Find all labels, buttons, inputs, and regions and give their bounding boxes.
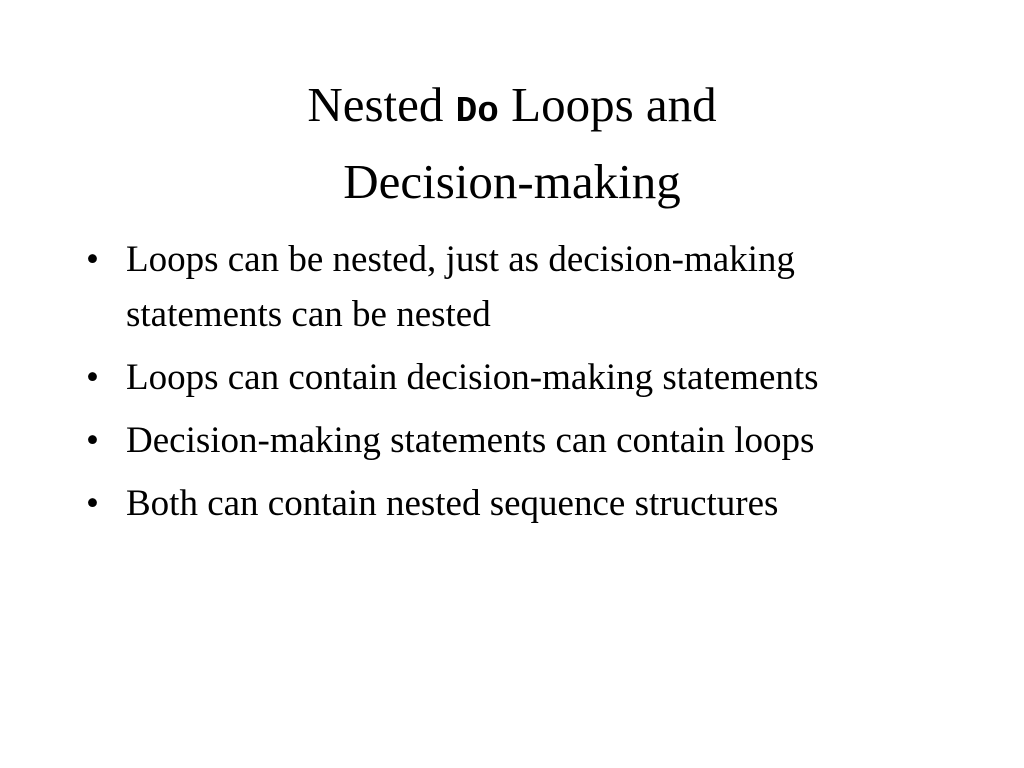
bullet-icon: • xyxy=(86,483,99,524)
title-text-line2: Decision-making xyxy=(343,154,681,209)
bullet-item xyxy=(86,232,946,342)
bullet-text: Both can contain nested sequence structures xyxy=(126,483,779,524)
title-code-keyword: Do xyxy=(455,91,499,132)
bullet-text: Loops can contain decision-making statements xyxy=(126,357,819,398)
slide-title xyxy=(0,70,1024,217)
bullet-icon: • xyxy=(86,420,99,461)
bullet-list xyxy=(86,232,946,539)
bullet-item xyxy=(86,476,946,531)
title-text-part1: Nested xyxy=(307,77,456,132)
bullet-text: Loops can be nested, just as decision-making statements can be nested xyxy=(126,239,795,335)
bullet-icon: • xyxy=(86,357,99,398)
bullet-icon: • xyxy=(86,239,99,280)
bullet-item xyxy=(86,350,946,405)
bullet-item xyxy=(86,413,946,468)
title-text-part2: Loops and xyxy=(498,77,717,132)
bullet-text: Decision-making statements can contain loops xyxy=(126,420,815,461)
